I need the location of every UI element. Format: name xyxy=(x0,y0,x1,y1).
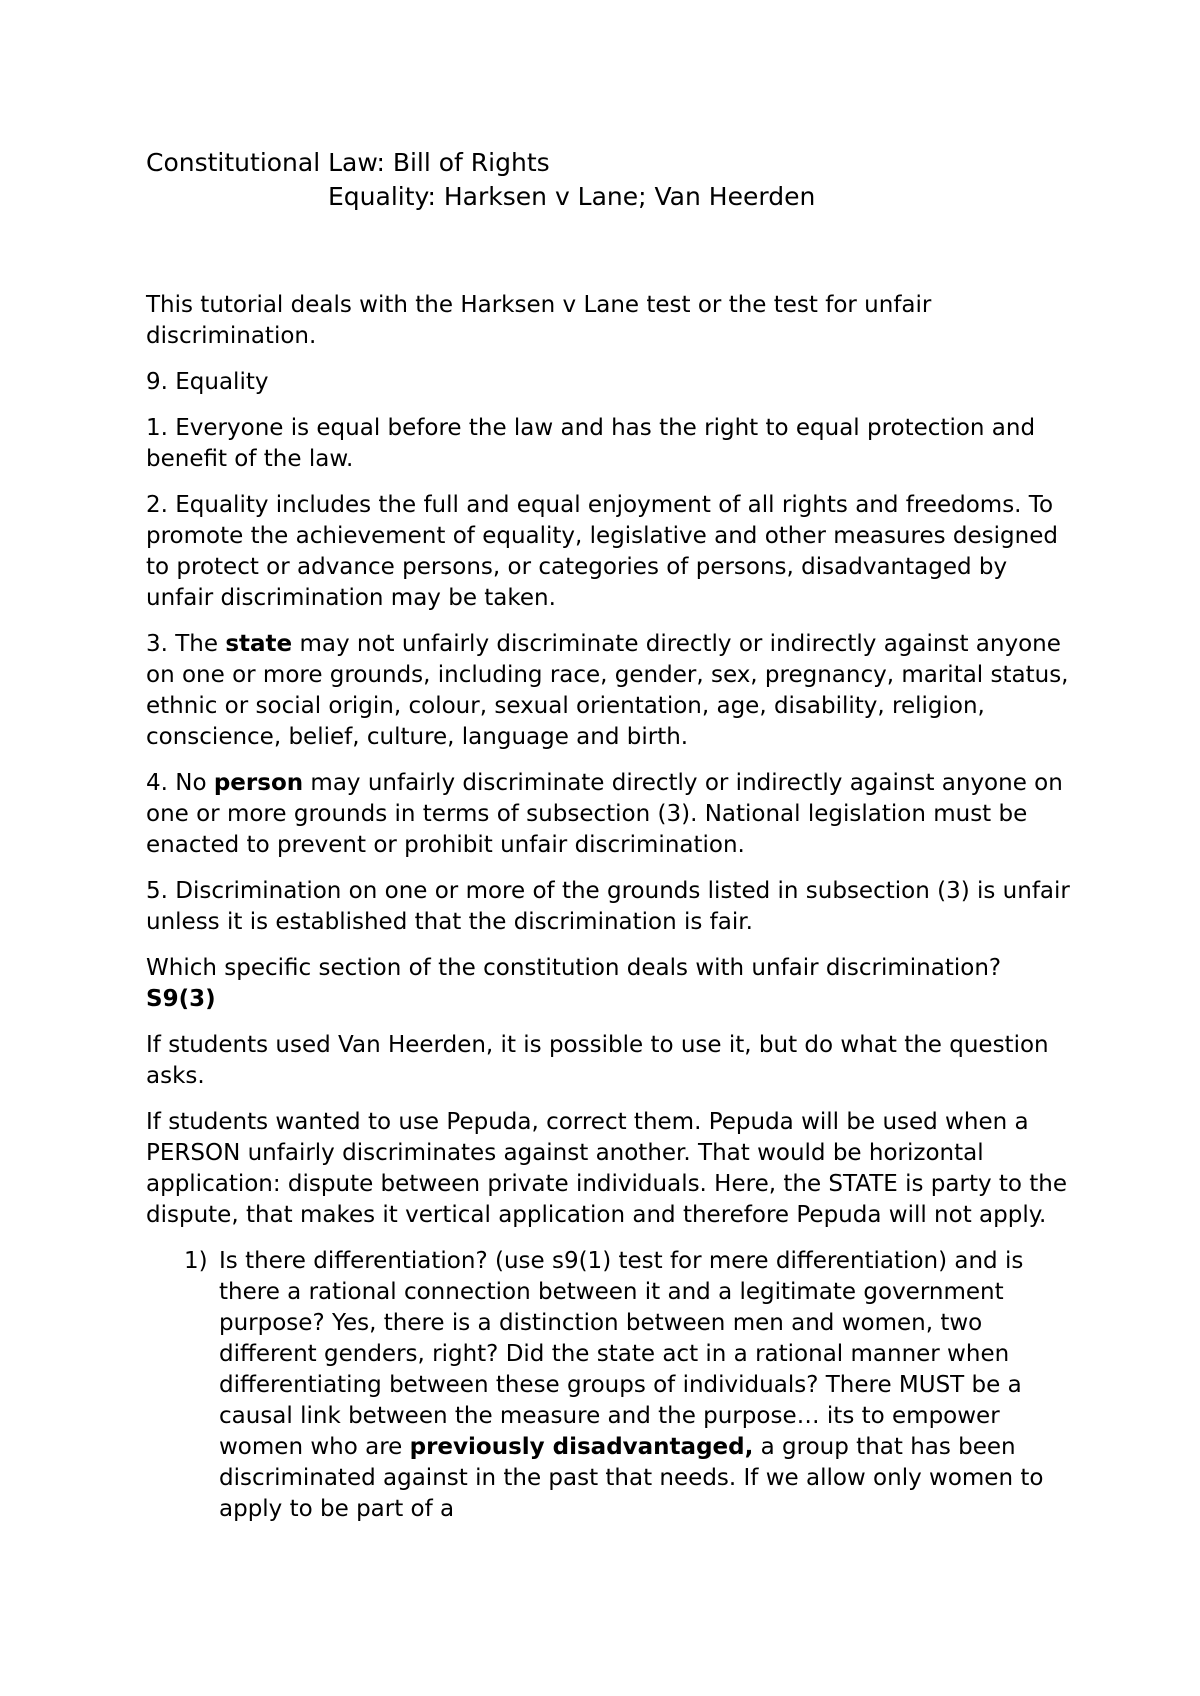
question-text: Which specific section of the constitution deals with unfair discrimination? xyxy=(146,955,1002,981)
section-heading: 9. Equality xyxy=(146,369,269,395)
clause-3-prefix: 3. The xyxy=(146,631,226,657)
intro-paragraph: This tutorial deals with the Harksen v Lane test or the test for unfair discrimination. xyxy=(146,292,932,349)
list-item-bold-term: previously disadvantaged, xyxy=(409,1434,754,1460)
list-item-number: 1) xyxy=(184,1248,208,1274)
clause-3-bold-term: state xyxy=(225,631,293,657)
list-item-text: Is there differentiation? (use s9(1) test for mere differentiation) and is there a rational connection between it and a legitimate government purpose? Yes, there is a distinction between men and women, two different genders, right? Did the state act in a rational manner when differentiating between these groups of individuals? There MUST be a causal link between the measure and the purpose… its to empower women who are xyxy=(219,1248,1024,1460)
document-subtitle: Equality: Harksen v Lane; Van Heerden xyxy=(328,182,816,211)
clause-2: 2. Equality includes the full and equal enjoyment of all rights and freedoms. To promote the achievement of equality, legislative and other measures designed to protect or advance persons, or categories of persons, disadvantaged by unfair discrimination may be taken. xyxy=(146,492,1058,611)
clause-5: 5. Discrimination on one or more of the grounds listed in subsection (3) is unfair unless it is established that the discrimination is fair. xyxy=(146,878,1070,935)
list-item-text-continued: a group that has been discriminated against in the past that needs. If we allow only women to apply to be part of a xyxy=(219,1434,1044,1522)
document-title: Constitutional Law: Bill of Rights xyxy=(146,148,550,177)
clause-4-bold-term: person xyxy=(213,770,304,796)
clause-4-prefix: 4. No xyxy=(146,770,214,796)
pepuda-note: If students wanted to use Pepuda, correct them. Pepuda will be used when a PERSON unfairly discriminates against another. That would be horizontal application: dispute between private individuals. Here, the STATE is party to the dispute, that makes it vertical application and therefore Pepuda will not apply. xyxy=(146,1109,1068,1228)
clause-3-text: may not unfairly discriminate directly or indirectly against anyone on one or more grounds, including race, gender, sex, pregnancy, marital status, ethnic or social origin, colour, sexual orientation, age, disability, religion, conscience, belief, culture, language and birth. xyxy=(146,631,1069,750)
test-steps-list xyxy=(146,1246,1076,1525)
document-body xyxy=(146,146,1076,1525)
clause-4 xyxy=(146,768,1076,861)
clause-4-text: may unfairly discriminate directly or indirectly against anyone on one or more grounds in terms of subsection (3). National legislation must be enacted to prevent or prohibit unfair discrimination. xyxy=(146,770,1063,858)
question-paragraph xyxy=(146,953,1076,1015)
list-item xyxy=(146,1246,1076,1525)
question-answer: S9(3) xyxy=(146,986,216,1012)
van-heerden-note: If students used Van Heerden, it is possible to use it, but do what the question asks. xyxy=(146,1032,1049,1089)
clause-1: 1. Everyone is equal before the law and has the right to equal protection and benefit of the law. xyxy=(146,415,1036,472)
clause-3 xyxy=(146,629,1076,753)
